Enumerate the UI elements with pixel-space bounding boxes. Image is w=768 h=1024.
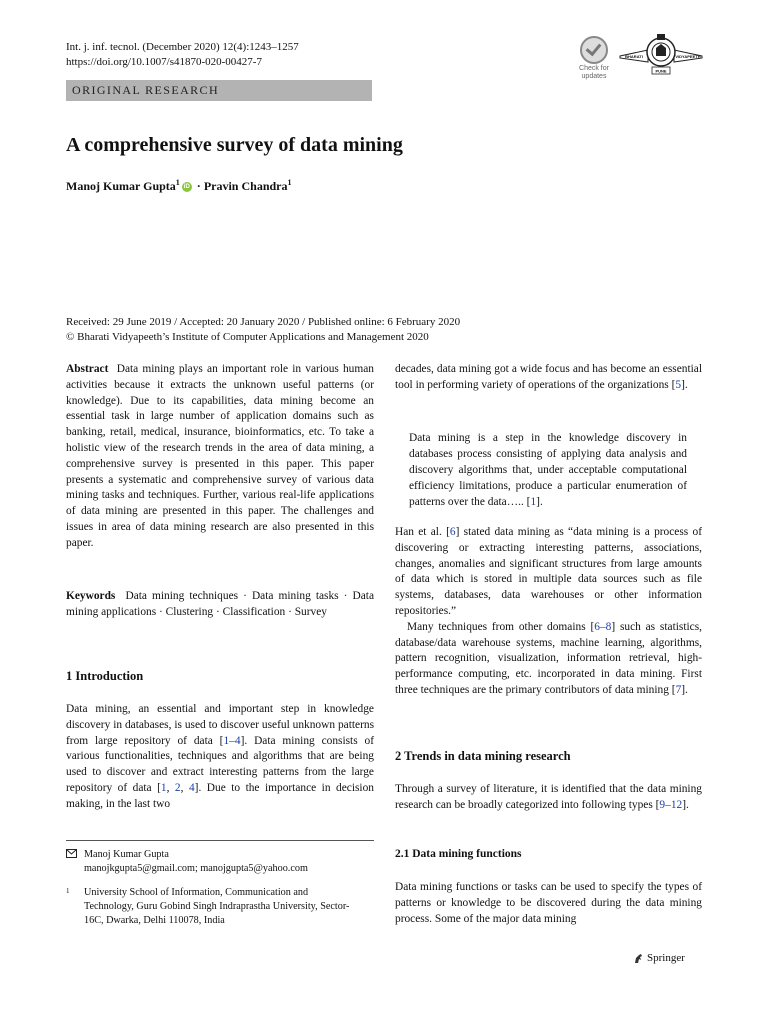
- author-name[interactable]: Manoj Kumar Gupta: [66, 179, 176, 193]
- citation-link[interactable]: 9–12: [659, 798, 683, 811]
- intro-paragraph-1: Data mining, an essential and important step in knowledge discovery in databases, is used to discover useful unknown patterns from large repository of data [1–4]. Data mining consists of various functionalities, techniques and algorithms that are being used to discover and extract interesting patterns from the large repository of data [1, 2, 4]. Due to the importance in decision making, in the last two: [66, 703, 374, 810]
- author-name[interactable]: Pravin Chandra: [203, 179, 288, 193]
- definition-quote: Data mining is a step in the knowledge discovery in databases process consisting of applying data analysis and discovery algorithms that, under acceptable computational efficiency limitations, produce a particular enumeration of patterns over the data….. [1].: [409, 432, 687, 508]
- functions-paragraph: Data mining functions or tasks can be used to specify the types of patterns or knowledge to be discovered during the data mining process. Some of the major data mining: [395, 881, 702, 925]
- affiliation-marker: 1: [175, 178, 180, 187]
- affiliation-number: 1: [66, 887, 70, 895]
- abstract-block: [66, 362, 374, 552]
- keywords-text: Data mining techniques · Data mining tasks · Data mining applications · Clustering · Classification · Survey: [66, 590, 374, 618]
- citation-link[interactable]: 2: [174, 781, 181, 794]
- affiliation-footnote: [66, 886, 356, 928]
- keywords-label: Keywords: [66, 590, 116, 602]
- copyright-line: © Bharati Vidyapeeth’s Institute of Computer Applications and Management 2020: [66, 331, 429, 343]
- trends-paragraph: Through a survey of literature, it is identified that the data mining research can be broadly categorized into following types [9–12].: [395, 783, 702, 811]
- citation-link[interactable]: 4: [188, 781, 195, 794]
- intro-paragraph-3: Han et al. [6] stated data mining as “data mining is a process of discovering or extracting interesting patterns, associations, changes, anomalies and significant structures from large amounts of data which is stored in multiple data sources such as file systems, databases, data warehouses or other information repositories.” Many techniques from other domains [6–8] such as statistics, database/data warehouse systems, machine learning, algorithms, pattern recognition, visualization, information retrieval, high-performance computing, etc. incorporated in data mining. First three techniques are the primary contributors of data mining [7].: [395, 526, 702, 696]
- citation-link[interactable]: 6–8: [594, 620, 612, 633]
- citation-link[interactable]: 7: [675, 683, 682, 696]
- svg-text:PUNE: PUNE: [655, 68, 667, 74]
- section-label: ORIGINAL RESEARCH: [72, 83, 220, 97]
- contact-name: Manoj Kumar Gupta: [84, 849, 169, 860]
- citation-link[interactable]: 1: [160, 781, 167, 794]
- doi-link[interactable]: https://doi.org/10.1007/s41870-020-00427-7: [66, 56, 262, 68]
- paper-title: A comprehensive survey of data mining: [66, 134, 403, 156]
- journal-line: Int. j. inf. tecnol. (December 2020) 12(4):1243–1257: [66, 41, 299, 53]
- keywords-block: [66, 589, 374, 621]
- author-separator: ·: [196, 179, 201, 193]
- intro-paragraph-2: decades, data mining got a wide focus and has become an essential tool in performing variety of operations of the organizations [5].: [395, 363, 702, 391]
- subsection-heading-functions: 2.1 Data mining functions: [395, 848, 522, 860]
- citation-link[interactable]: 6: [449, 526, 456, 538]
- citation-link[interactable]: 5: [675, 378, 682, 391]
- section-heading-trends: 2 Trends in data mining research: [395, 749, 571, 763]
- section-label-bar: [66, 80, 372, 101]
- journal-reference: [66, 40, 299, 70]
- envelope-icon: [66, 849, 77, 863]
- author-list: [66, 178, 292, 194]
- check-updates-text: Check for updates: [579, 65, 609, 80]
- springer-horse-icon: [633, 953, 644, 964]
- contact-emails[interactable]: manojkgupta5@gmail.com; manojgupta5@yahoo.com: [84, 863, 308, 874]
- citation-link[interactable]: 1: [530, 495, 537, 508]
- affiliation-text: University School of Information, Communication and Technology, Guru Gobind Singh Indraprastha University, Sector-16C, Dwarka, Delhi 110078, India: [84, 887, 350, 926]
- citation-link[interactable]: 1–4: [223, 734, 241, 747]
- orcid-icon[interactable]: iD: [183, 184, 190, 191]
- bharati-vidyapeeth-logo: [618, 30, 704, 78]
- publication-dates: [66, 315, 460, 345]
- footnote-divider: [66, 840, 374, 841]
- check-icon: [580, 36, 608, 64]
- abstract-text: Data mining plays an important role in various human activities because it extracts the unknown useful patterns (or knowledge). Due to its capabilities, data mining become an essential task in large number of application domains such as banking, retail, medical, insurance, bioinformatics, etc. To take a holistic view of the research trends in the area of data mining, a comprehensive survey is presented in this paper. This paper presents a systematic and comprehensive survey of various data mining tasks and techniques. Further, various real-life applications of data mining are presented in this paper. The challenges and issues in area of data mining research are also presented in this paper.: [66, 363, 374, 549]
- svg-text:BHARATI: BHARATI: [625, 54, 643, 59]
- check-for-updates-badge[interactable]: [574, 36, 614, 80]
- received-accepted-line: Received: 29 June 2019 / Accepted: 20 January 2020 / Published online: 6 February 2020: [66, 316, 461, 328]
- affiliation-marker: 1: [287, 178, 292, 187]
- contact-footnote: [66, 848, 374, 876]
- abstract-label: Abstract: [66, 363, 109, 375]
- svg-text:VIDYAPEETH: VIDYAPEETH: [675, 54, 701, 59]
- section-heading-introduction: 1 Introduction: [66, 669, 144, 683]
- publisher-name: Springer: [647, 952, 685, 964]
- publisher-footer: [633, 952, 685, 964]
